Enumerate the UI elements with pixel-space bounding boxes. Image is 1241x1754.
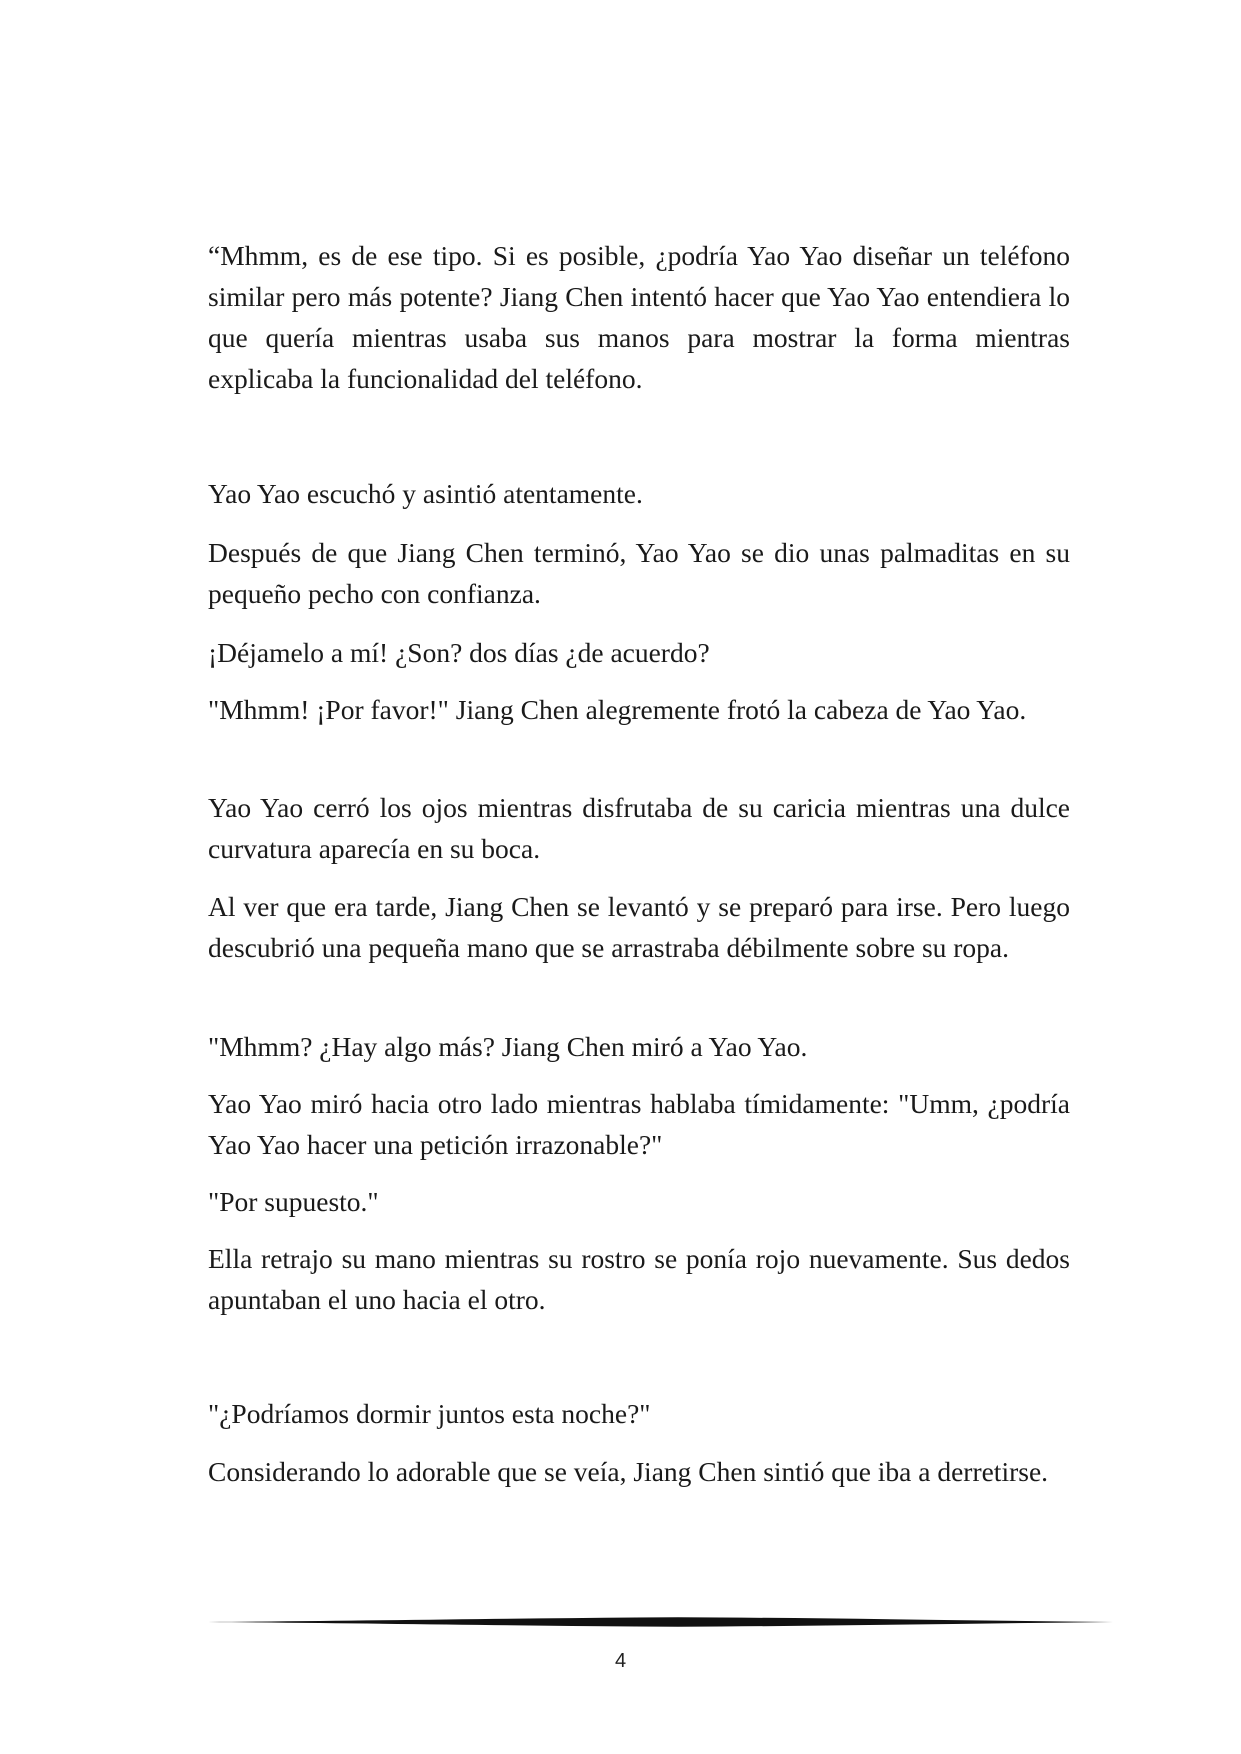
paragraph-3: Después de que Jiang Chen terminó, Yao Yao se dio unas palmaditas en su pequeño pecho con confianza. xyxy=(208,537,1070,609)
paragraph-9: Yao Yao miró hacia otro lado mientras hablaba tímidamente: "Umm, ¿podría Yao Yao hacer una petición irrazonable?" xyxy=(208,1088,1070,1160)
paragraph-7: Al ver que era tarde, Jiang Chen se levantó y se preparó para irse. Pero luego descubrió una pequeña mano que se arrastraba débilmente sobre su ropa. xyxy=(208,891,1070,963)
paragraph-6: Yao Yao cerró los ojos mientras disfrutaba de su caricia mientras una dulce curvatura aparecía en su boca. xyxy=(208,792,1070,864)
paragraph-12: "¿Podríamos dormir juntos esta noche?" xyxy=(208,1398,651,1429)
paragraph-5: "Mhmm! ¡Por favor!" Jiang Chen alegremente frotó la cabeza de Yao Yao. xyxy=(208,694,1027,725)
page-number: 4 xyxy=(614,1650,627,1672)
paragraph-8: "Mhmm? ¿Hay algo más? Jiang Chen miró a Yao Yao. xyxy=(208,1031,808,1062)
paragraph-10: "Por supuesto." xyxy=(208,1186,379,1217)
paragraph-1: “Mhmm, es de ese tipo. Si es posible, ¿podría Yao Yao diseñar un teléfono similar pero más potente? Jiang Chen intentó hacer que Yao Yao entendiera lo que quería mientras usaba sus manos para mostrar la forma mientras explicaba la funcionalidad del teléfono. xyxy=(208,240,1070,394)
paragraph-2: Yao Yao escuchó y asintió atentamente. xyxy=(208,478,643,509)
paragraph-13: Considerando lo adorable que se veía, Jiang Chen sintió que iba a derretirse. xyxy=(208,1456,1049,1487)
footer-divider xyxy=(208,1616,1113,1628)
paragraph-11: Ella retrajo su mano mientras su rostro se ponía rojo nuevamente. Sus dedos apuntaban el uno hacia el otro. xyxy=(208,1243,1070,1315)
paragraph-4: ¡Déjamelo a mí! ¿Son? dos días ¿de acuerdo? xyxy=(208,637,710,668)
